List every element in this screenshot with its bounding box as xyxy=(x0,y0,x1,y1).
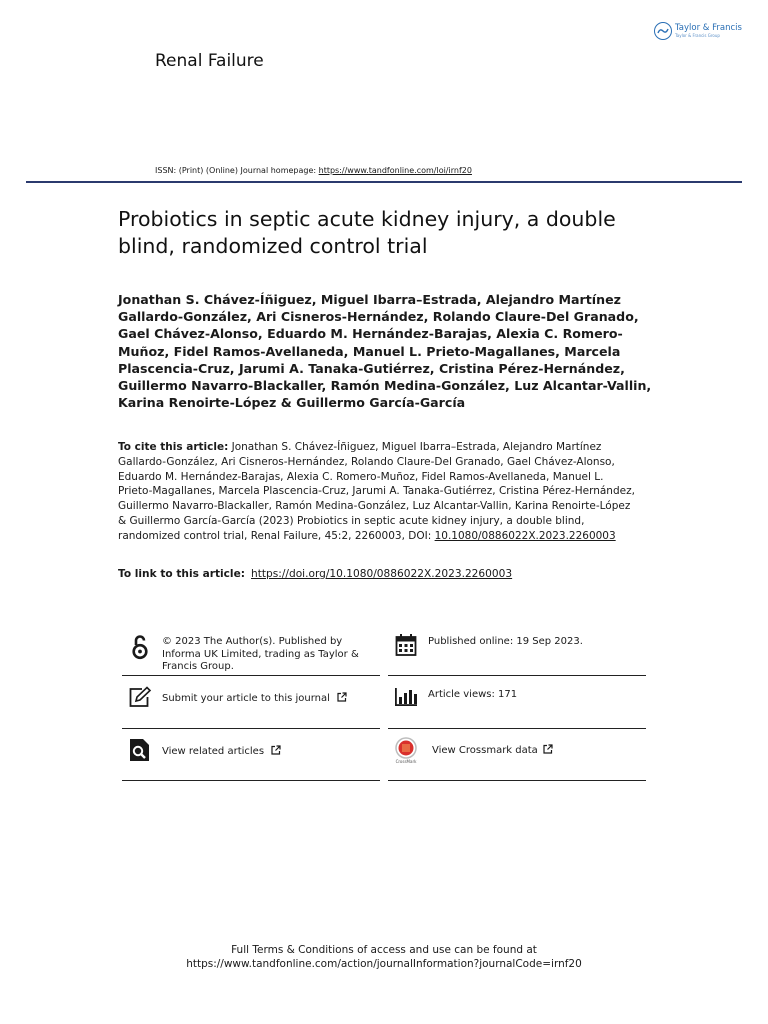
article-link-block xyxy=(118,568,512,580)
footer-terms xyxy=(0,943,768,971)
related-articles-text: View related articles xyxy=(162,746,265,757)
article-doi-link[interactable]: https://doi.org/10.1080/0886022X.2023.2260003 xyxy=(251,568,513,580)
publisher-logo xyxy=(654,22,742,40)
published-date-text: Published online: 19 Sep 2023. xyxy=(428,636,583,647)
info-divider xyxy=(388,675,646,676)
published-cell xyxy=(394,632,646,658)
info-divider xyxy=(388,780,646,781)
header-divider xyxy=(26,181,742,183)
citation-text: Jonathan S. Chávez-Íñiguez, Miguel Ibarra–Estrada, Alejandro Martínez Gallardo-González, Ari Cisneros-Hernández, Rolando Claure-Del Granado, Gael Chávez-Alonso, Eduardo M. Hernández-Barajas, Alexia C. Romero-Muñoz, Fidel Ramos-Avellaneda, Manuel L. Prieto-Magallanes, Marcela Plascencia-Cruz, Jarumi A. Tanaka-Gutiérrez, Cristina Pérez-Hernández, Guillermo Navarro-Blackaller, Ramón Medina-González, Luz Alcantar-Vallin, Karina Renoirte-López & Guillermo García-García (2023) Probiotics in septic acute kidney injury, a double blind, randomized control trial, Renal Failure, 45:2, 2260003, DOI: xyxy=(118,441,635,542)
submit-article-link[interactable] xyxy=(128,684,380,710)
bar-chart-icon xyxy=(394,684,418,710)
calendar-icon xyxy=(394,632,418,658)
external-link-icon xyxy=(543,744,553,754)
info-divider xyxy=(122,780,380,781)
related-articles-link[interactable] xyxy=(128,737,380,763)
search-document-icon xyxy=(128,737,152,763)
open-access-icon xyxy=(128,634,152,660)
crossmark-link[interactable] xyxy=(390,737,646,767)
external-link-icon xyxy=(337,692,347,702)
footer-terms-url[interactable]: https://www.tandfonline.com/action/journalInformation?journalCode=irnf20 xyxy=(186,958,582,970)
publisher-logo-name: Taylor & Francis xyxy=(675,23,742,34)
article-views-text: Article views: 171 xyxy=(428,689,518,700)
submit-article-text: Submit your article to this journal xyxy=(162,693,330,704)
license-cell xyxy=(128,634,380,674)
crossmark-icon xyxy=(390,737,422,767)
license-text: © 2023 The Author(s). Published by Informa UK Limited, trading as Taylor & Francis Group. xyxy=(162,636,359,672)
link-label: To link to this article: xyxy=(118,568,245,580)
taylor-francis-logo-icon xyxy=(654,22,672,40)
citation-block xyxy=(118,440,638,544)
article-views-cell xyxy=(394,684,646,710)
article-title: Probiotics in septic acute kidney injury, a double blind, randomized control trial xyxy=(118,207,616,258)
crossmark-logo-text: CrossMark xyxy=(395,759,417,764)
issn-text: ISSN: (Print) (Online) Journal homepage: xyxy=(155,166,319,175)
footer-terms-text: Full Terms & Conditions of access and use can be found at xyxy=(231,944,537,956)
issn-line xyxy=(155,166,472,175)
citation-doi-link[interactable]: 10.1080/0886022X.2023.2260003 xyxy=(434,529,616,542)
crossmark-text: View Crossmark data xyxy=(432,745,538,756)
citation-label: To cite this article: xyxy=(118,441,229,453)
info-divider xyxy=(388,728,646,729)
info-divider xyxy=(122,728,380,729)
edit-icon xyxy=(128,684,152,710)
external-link-icon xyxy=(271,745,281,755)
author-list: Jonathan S. Chávez-Íñiguez, Miguel Ibarra–Estrada, Alejandro Martínez Gallardo-González, Ari Cisneros-Hernández, Rolando Claure-Del Granado, Gael Chávez-Alonso, Eduardo M. Hernández-Barajas, Alexia C. Romero-Muñoz, Fidel Ramos-Avellaneda, Manuel L. Prieto-Magallanes, Marcela Plascencia-Cruz, Jarumi A. Tanaka-Gutiérrez, Cristina Pérez-Hernández, Guillermo Navarro-Blackaller, Ramón Medina-González, Luz Alcantar-Vallin, Karina Renoirte-López & Guillermo García-García xyxy=(118,292,652,411)
journal-homepage-link[interactable]: https://www.tandfonline.com/loi/irnf20 xyxy=(318,166,472,175)
info-divider xyxy=(122,675,380,676)
publisher-logo-group: Taylor & Francis Group xyxy=(675,32,720,38)
journal-name: Renal Failure xyxy=(155,51,264,71)
